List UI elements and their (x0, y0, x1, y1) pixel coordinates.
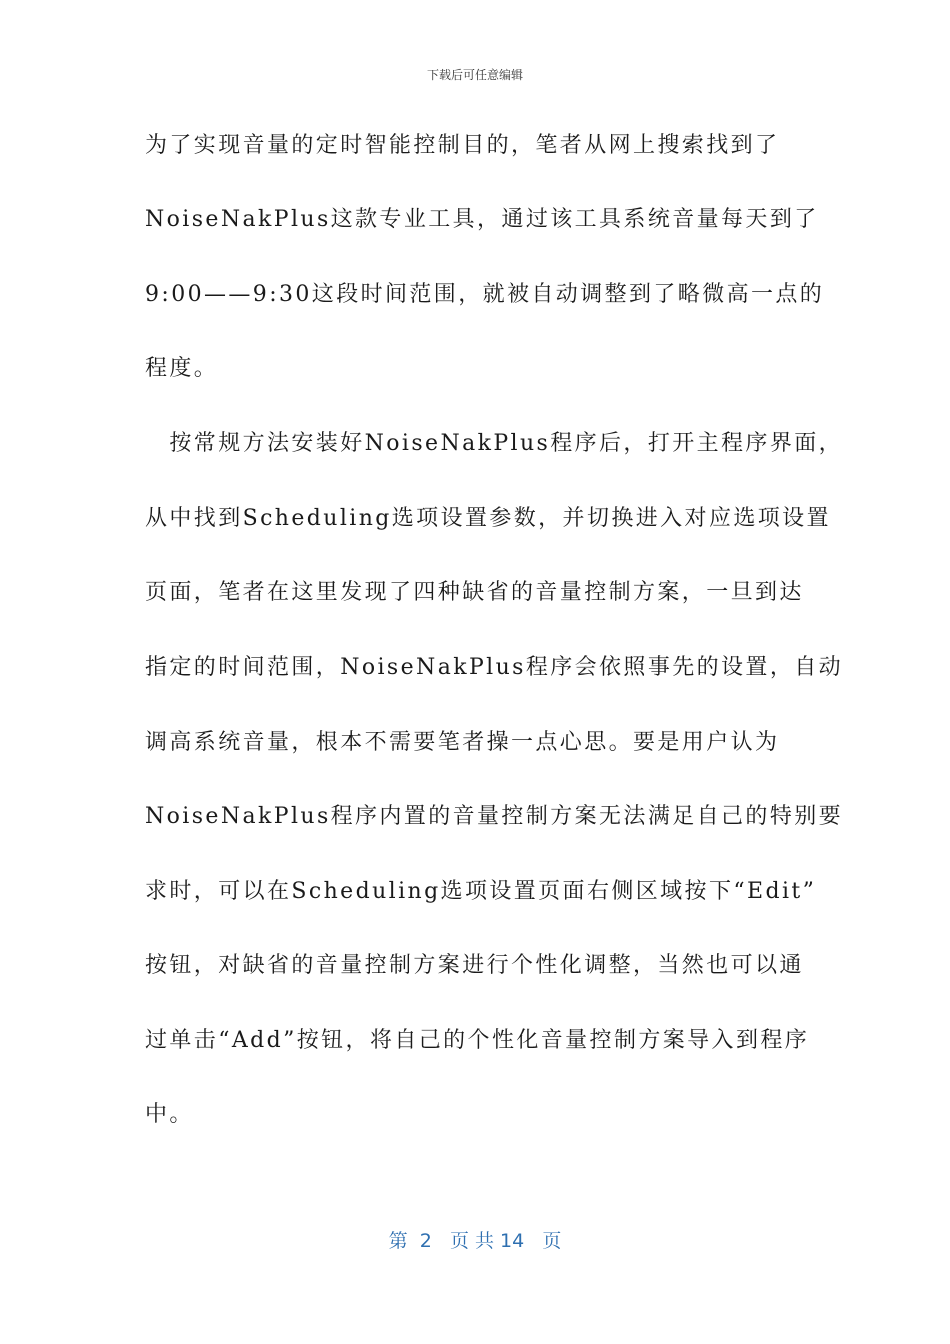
text-line: 求时，可以在Scheduling选项设置页面右侧区域按下“Edit” (145, 879, 817, 904)
text-line: 从中找到Scheduling选项设置参数，并切换进入对应选项设置 (145, 506, 831, 531)
text-line: 程度。 (145, 356, 219, 381)
text-line: NoiseNakPlus这款专业工具，通过该工具系统音量每天到了 (145, 207, 819, 232)
text-line: 按常规方法安装好NoiseNakPlus程序后，打开主程序界面， (145, 431, 844, 456)
text-line: 过单击“Add”按钮，将自己的个性化音量控制方案导入到程序 (145, 1028, 810, 1053)
text-line: 调高系统音量，根本不需要笔者操一点心思。要是用户认为 (145, 730, 780, 755)
text-line: 为了实现音量的定时智能控制目的，笔者从网上搜索找到了 (145, 133, 780, 158)
text-line: 9:00——9:30这段时间范围，就被自动调整到了略微高一点的 (145, 282, 825, 307)
text-line: 指定的时间范围，NoiseNakPlus程序会依照事先的设置，自动 (145, 655, 844, 680)
text-line: 中。 (145, 1102, 194, 1127)
page-header: 下载后可任意编辑 (426, 68, 523, 82)
text-line: NoiseNakPlus程序内置的音量控制方案无法满足自己的特别要 (145, 804, 844, 829)
text-line: 页面，笔者在这里发现了四种缺省的音量控制方案，一旦到达 (145, 580, 804, 605)
page-footer: 第 2 页 共 14 页 (388, 1230, 562, 1252)
text-line: 按钮，对缺省的音量控制方案进行个性化调整，当然也可以通 (145, 953, 804, 978)
